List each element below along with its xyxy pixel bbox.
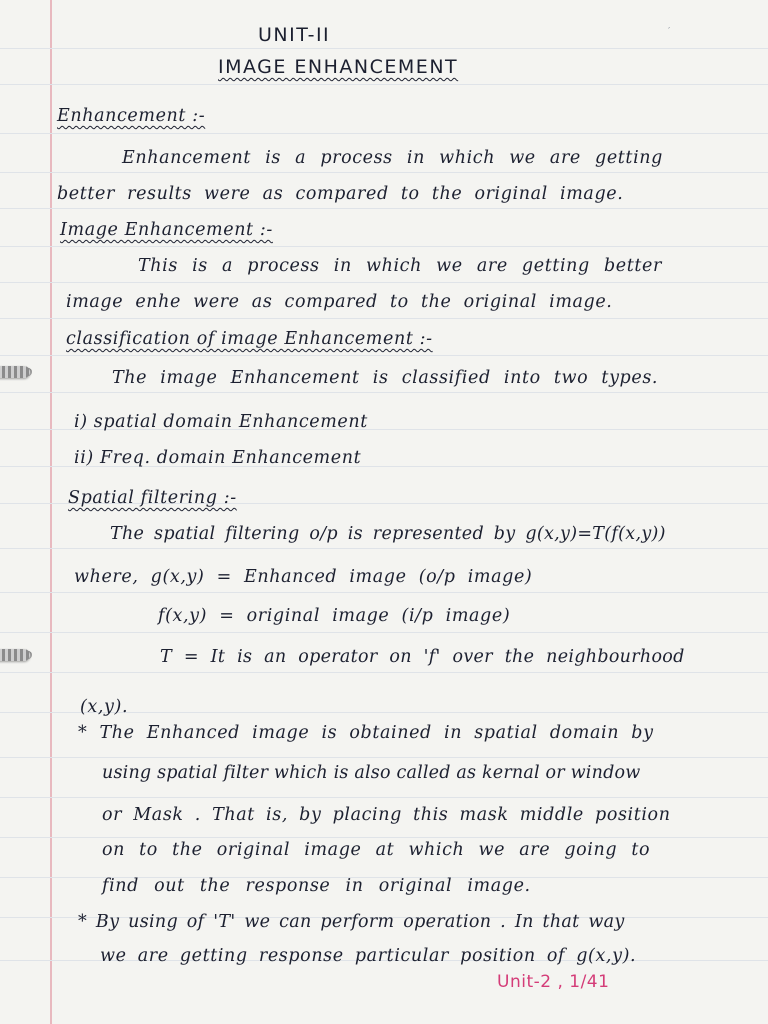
text-line: * The Enhanced image is obtained in spatial domain by — [78, 723, 654, 743]
heading-image-enhancement: Image Enhancement :- — [60, 220, 273, 240]
ruled-line — [0, 837, 768, 838]
margin-line — [50, 0, 52, 1024]
ruled-line — [0, 355, 768, 356]
ruled-line — [0, 208, 768, 209]
binder-ring — [0, 649, 30, 661]
ruled-line — [0, 48, 768, 49]
list-item: i) spatial domain Enhancement — [74, 412, 368, 432]
text-line: The spatial filtering o/p is represented by g(x,y)=T(f(x,y)) — [110, 524, 666, 544]
text-line: * By using of 'T' we can perform operation . In that way — [78, 912, 625, 932]
text-line: This is a process in which we are getting better — [138, 256, 662, 276]
text-line: T = It is an operator on 'f' over the neighbourhood — [160, 647, 685, 667]
unit-title: UNIT-II — [258, 24, 331, 46]
heading-enhancement: Enhancement :- — [57, 106, 206, 126]
ruled-line — [0, 797, 768, 798]
chapter-title: IMAGE ENHANCEMENT — [218, 56, 459, 78]
ruled-line — [0, 592, 768, 593]
ruled-line — [0, 672, 768, 673]
binder-ring — [0, 366, 30, 378]
ruled-line — [0, 84, 768, 85]
text-line: on to the original image at which we are going to — [102, 840, 651, 860]
ruled-line — [0, 318, 768, 319]
text-line: The image Enhancement is classified into two types. — [112, 368, 659, 388]
ruled-line — [0, 246, 768, 247]
ruled-line — [0, 757, 768, 758]
ruled-line — [0, 282, 768, 283]
ruled-line — [0, 172, 768, 173]
text-line: Enhancement is a process in which we are getting — [122, 148, 663, 168]
text-line: (x,y). — [80, 697, 129, 717]
text-line: image enhe were as compared to the original image. — [66, 292, 613, 312]
heading-classification: classification of image Enhancement :- — [66, 329, 433, 349]
text-line: better results were as compared to the original image. — [57, 184, 624, 204]
list-item: ii) Freq. domain Enhancement — [74, 448, 362, 468]
ruled-line — [0, 392, 768, 393]
text-line: f(x,y) = original image (i/p image) — [158, 606, 511, 626]
text-line: we are getting response particular position of g(x,y). — [100, 946, 637, 966]
text-line: find out the response in original image. — [102, 876, 531, 896]
ruled-line — [0, 632, 768, 633]
ruled-line — [0, 548, 768, 549]
heading-spatial-filtering: Spatial filtering :- — [68, 488, 237, 508]
page-reference: Unit-2 , 1/41 — [497, 972, 610, 992]
text-line: where, g(x,y) = Enhanced image (o/p image) — [74, 567, 533, 587]
text-line: or Mask . That is, by placing this mask middle position — [102, 805, 671, 825]
ruled-line — [0, 133, 768, 134]
text-line: using spatial filter which is also called as kernal or window — [102, 763, 641, 783]
corner-mark: ′ — [668, 26, 671, 37]
